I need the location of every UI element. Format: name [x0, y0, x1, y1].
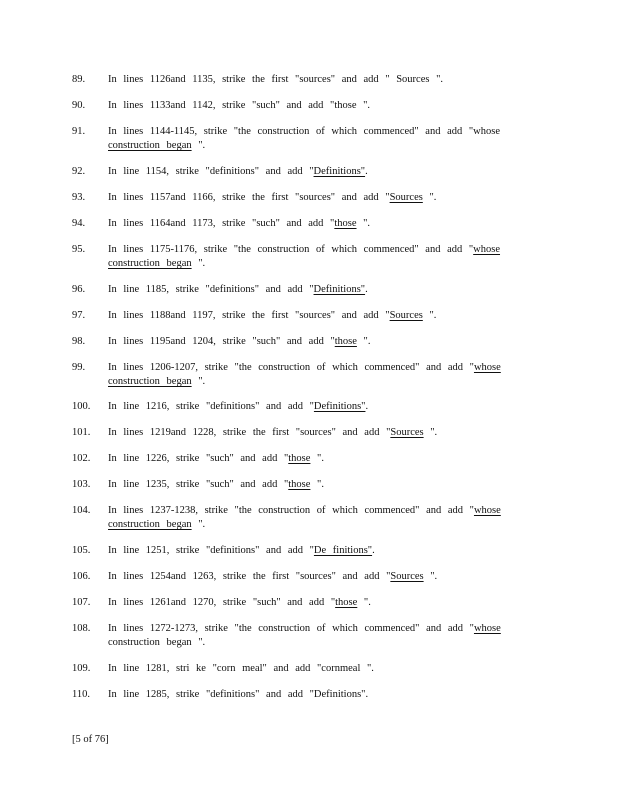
item-number: 109.: [72, 663, 91, 674]
instruction-text: In lines 1195and 1204, strike "such" and add ": [108, 336, 335, 347]
instruction-text: .: [372, 545, 375, 556]
instruction-text: In lines 1188and 1197, strike the first "sources" and add ": [108, 310, 390, 321]
item-number: 94.: [72, 218, 86, 229]
item-number: 99.: [72, 362, 86, 373]
inserted-text: those: [335, 597, 358, 608]
instruction-text: In line 1251, strike "definitions" and add ": [108, 545, 314, 556]
item-number: 110.: [72, 689, 90, 700]
instruction-text: ".: [191, 519, 206, 530]
item-number: 95.: [72, 244, 86, 255]
inserted-text: whose: [473, 623, 501, 634]
instruction-text: ".: [422, 192, 437, 203]
instruction-text: ".: [310, 453, 324, 464]
inserted-text: construction began: [108, 140, 192, 151]
item-text: [108, 191, 538, 205]
inserted-text: those: [288, 453, 311, 464]
item-number: 108.: [72, 623, 91, 634]
instruction-text: In lines 1206-1207, strike "the construction of which commenced" and add ": [108, 362, 474, 373]
item-number: 92.: [72, 166, 86, 177]
instruction-text: ".: [310, 479, 324, 490]
inserted-text: Definitions": [313, 166, 366, 177]
inserted-text: Definitions": [313, 401, 366, 412]
item-text: [108, 596, 538, 610]
instruction-text: .: [365, 166, 368, 177]
item-text: [108, 217, 538, 231]
instruction-text: In lines 1261and 1270, strike "such" and add ": [108, 597, 336, 608]
instruction-text: In lines 1144-1145, strike "the construction of which commenced" and add "whose: [108, 126, 500, 137]
inserted-text: whose construction began: [108, 362, 501, 387]
inserted-text: De finitions": [313, 545, 373, 556]
item-text: [108, 452, 538, 466]
instruction-text: ".: [191, 140, 206, 151]
inserted-text: those: [334, 218, 357, 229]
item-number: 106.: [72, 571, 91, 582]
item-text: [108, 99, 538, 113]
instruction-text: In lines 1157and 1166, strike the first "sources" and add ": [108, 192, 390, 203]
instruction-text: In line 1226, strike "such" and add ": [108, 453, 289, 464]
inserted-text: Sources: [389, 192, 423, 203]
instruction-text: ".: [423, 427, 438, 438]
inserted-text: Sources: [390, 571, 424, 582]
item-number: 90.: [72, 100, 86, 111]
item-text: [108, 688, 538, 702]
item-text: [108, 426, 538, 440]
item-text: [108, 478, 538, 492]
instruction-text: ".: [423, 571, 438, 582]
page-footer: [5 of 76]: [72, 734, 109, 745]
instruction-text: In lines 1272-1273, strike "the construction of which commenced" and add ": [108, 623, 474, 634]
instruction-text: ".: [422, 310, 437, 321]
item-text: [108, 165, 538, 179]
item-text: [108, 335, 538, 349]
item-number: 105.: [72, 545, 91, 556]
inserted-text: those: [334, 336, 357, 347]
instruction-text: ".: [356, 218, 371, 229]
item-text: [108, 622, 538, 650]
item-text: [108, 400, 538, 414]
instruction-text: In lines 1237-1238, strike "the construction of which commenced" and add ": [108, 505, 474, 516]
item-number: 97.: [72, 310, 86, 321]
instruction-text: ".: [356, 336, 371, 347]
item-text: [108, 361, 538, 389]
item-number: 100.: [72, 401, 91, 412]
item-number: 93.: [72, 192, 86, 203]
instruction-text: In lines 1164and 1173, strike "such" and add ": [108, 218, 335, 229]
instruction-text: In line 1281, stri ke "corn meal" and add "cornmeal ".: [108, 663, 374, 674]
item-text: [108, 662, 538, 676]
instruction-text: In line 1154, strike "definitions" and add ": [108, 166, 314, 177]
inserted-text: whose construction began: [108, 244, 501, 269]
item-number: 101.: [72, 427, 91, 438]
item-number: 107.: [72, 597, 91, 608]
instruction-text: In line 1185, strike "definitions" and add ": [108, 284, 314, 295]
instruction-text: ".: [191, 258, 206, 269]
item-number: 102.: [72, 453, 91, 464]
instruction-text: ".: [357, 597, 371, 608]
instruction-text: In lines 1133and 1142, strike "such" and add "those ".: [108, 100, 371, 111]
instruction-text: In line 1216, strike "definitions" and add ": [108, 401, 314, 412]
instruction-text: In lines 1175-1176, strike "the construction of which commenced" and add ": [108, 244, 474, 255]
item-number: 98.: [72, 336, 86, 347]
instruction-text: In line 1235, strike "such" and add ": [108, 479, 289, 490]
inserted-text: Definitions": [313, 284, 366, 295]
item-number: 103.: [72, 479, 91, 490]
inserted-text: Sources: [389, 310, 423, 321]
instruction-text: In lines 1254and 1263, strike the first "sources" and add ": [108, 571, 391, 582]
instruction-text: .: [365, 401, 369, 412]
item-number: 89.: [72, 74, 86, 85]
item-text: [108, 243, 538, 271]
instruction-text: construction began ".: [108, 637, 206, 648]
item-text: [108, 125, 538, 153]
item-text: [108, 309, 538, 323]
item-text: [108, 544, 538, 558]
item-text: [108, 504, 538, 532]
instruction-text: In line 1285, strike "definitions" and add "Definitions".: [108, 689, 369, 700]
inserted-text: whose construction began: [108, 505, 501, 530]
item-number: 96.: [72, 284, 86, 295]
item-number: 91.: [72, 126, 86, 137]
inserted-text: Sources: [390, 427, 424, 438]
item-text: [108, 283, 538, 297]
instruction-text: In lines 1219and 1228, strike the first "sources" and add ": [108, 427, 391, 438]
inserted-text: those: [288, 479, 311, 490]
instruction-text: ".: [191, 376, 206, 387]
instruction-text: .: [365, 284, 368, 295]
instruction-text: In lines 1126and 1135, strike the first "sources" and add " Sources ".: [108, 74, 443, 85]
item-text: [108, 73, 538, 87]
item-number: 104.: [72, 505, 91, 516]
item-text: [108, 570, 538, 584]
